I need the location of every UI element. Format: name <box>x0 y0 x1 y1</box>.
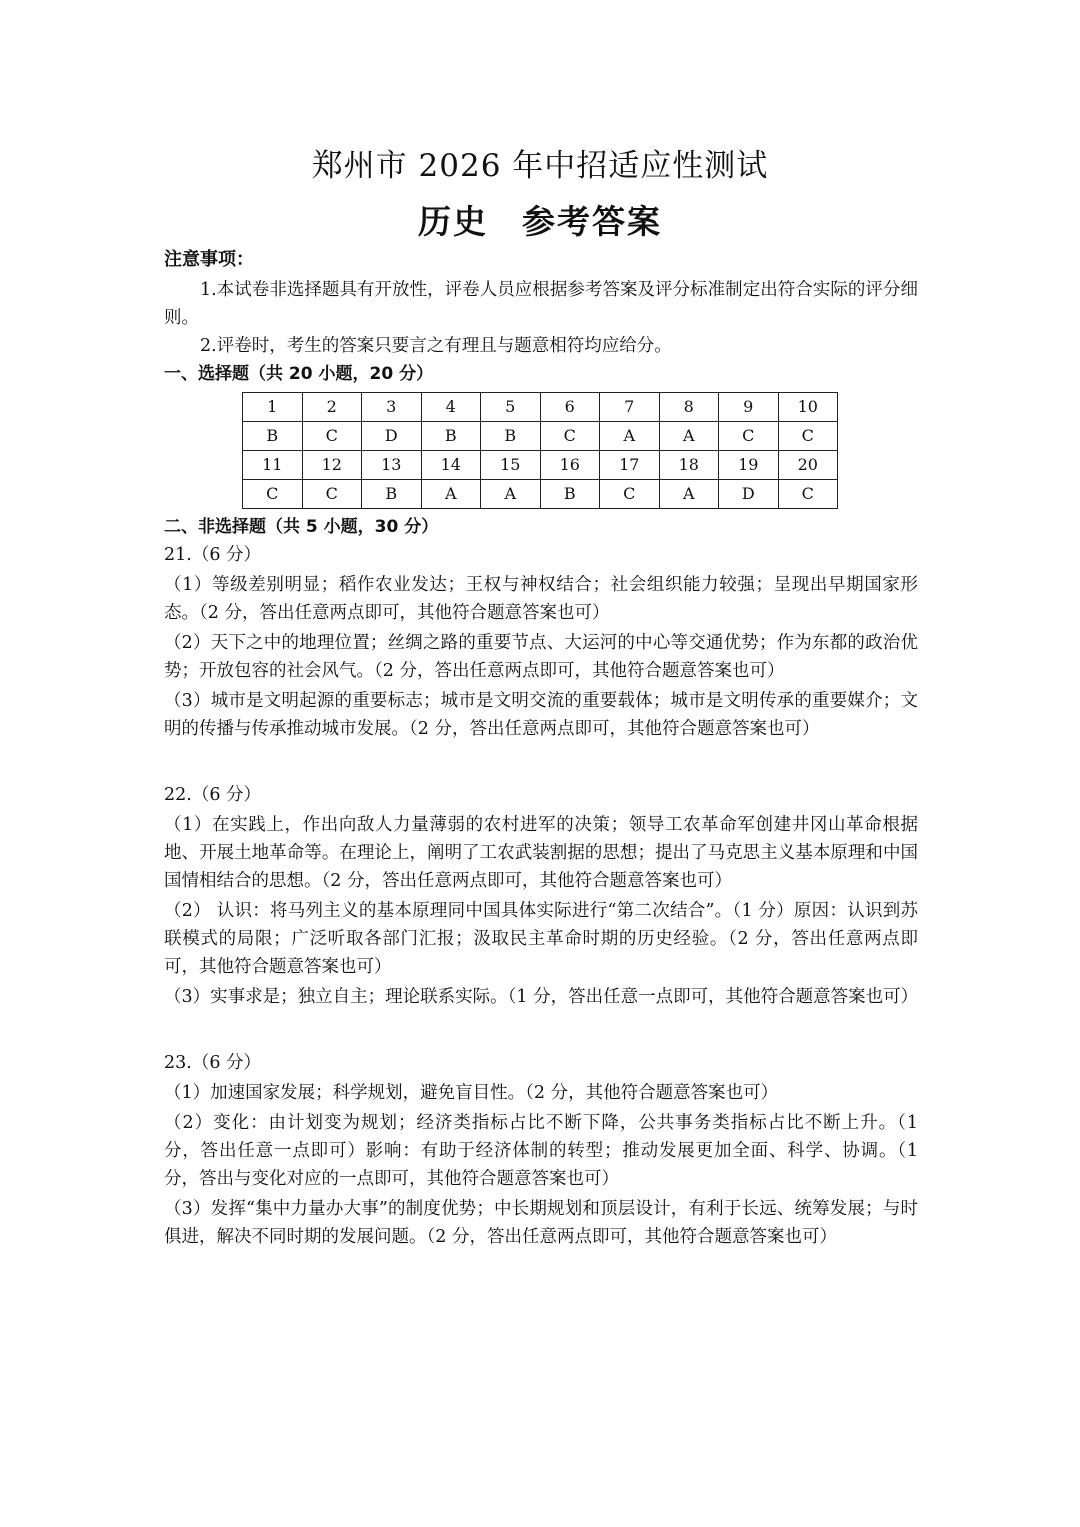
answer-key-label: 参考答案 <box>522 202 662 241</box>
table-cell: B <box>421 422 481 451</box>
table-cell: 8 <box>659 393 719 422</box>
question-23 <box>164 1049 918 1251</box>
question-heading: 23.（6 分） <box>164 1053 262 1073</box>
table-cell: 14 <box>421 451 481 480</box>
answer-part: （2） 认识：将马列主义的基本原理同中国具体实际进行“第二次结合”。（1 分）原因：认识到苏联模式的局限；广泛听取各部门汇报；汲取民主革命时期的历史经验。（2 分，答出任意两点即可，其他符合题意答案也可） <box>164 901 918 977</box>
answer-part: （1）加速国家发展；科学规划，避免盲目性。（2 分，其他符合题意答案也可） <box>164 1083 779 1103</box>
table-cell: A <box>659 480 719 509</box>
table-cell: 5 <box>481 393 541 422</box>
table-cell: B <box>243 422 303 451</box>
page-subtitle <box>0 196 1080 243</box>
subject-label: 历史 <box>418 202 488 241</box>
table-cell: C <box>540 422 600 451</box>
answer-part: （2）变化：由计划变为规划；经济类指标占比不断下降，公共事务类指标占比不断上升。（1 分，答出任意一点即可）影响：有助于经济体制的转型；推动发展更加全面、科学、协调。（1 分，答出与变化对应的一点即可，其他符合题意答案也可） <box>164 1113 918 1189</box>
choice-answer-table <box>242 392 838 509</box>
table-cell: 9 <box>719 393 779 422</box>
table-cell: 19 <box>719 451 779 480</box>
table-cell: A <box>659 422 719 451</box>
question-heading: 22.（6 分） <box>164 785 262 805</box>
table-cell: B <box>481 422 541 451</box>
section-heading-choice: 一、选择题（共 20 小题，20 分） <box>164 364 434 384</box>
answer-part: （1）等级差别明显；稻作农业发达；王权与神权结合；社会组织能力较强；呈现出早期国家形态。（2 分，答出任意两点即可，其他符合题意答案也可） <box>164 575 918 623</box>
question-21 <box>164 541 918 743</box>
table-cell: C <box>600 480 660 509</box>
table-cell: 7 <box>600 393 660 422</box>
table-cell: 15 <box>481 451 541 480</box>
table-cell: C <box>302 422 362 451</box>
table-cell: D <box>719 480 779 509</box>
answer-part: （1）在实践上，作出向敌人力量薄弱的农村进军的决策；领导工农革命军创建井冈山革命根据地、开展土地革命等。在理论上，阐明了工农武装割据的思想；提出了马克思主义基本原理和中国国情相结合的思想。（2 分，答出任意两点即可，其他符合题意答案也可） <box>164 815 918 891</box>
table-cell: A <box>600 422 660 451</box>
table-cell: D <box>362 422 422 451</box>
table-cell: 17 <box>600 451 660 480</box>
question-22 <box>164 781 918 1011</box>
answer-part: （3）实事求是；独立自主；理论联系实际。（1 分，答出任意一点即可，其他符合题意答案也可） <box>164 987 919 1007</box>
table-cell: A <box>481 480 541 509</box>
answer-part: （3）城市是文明起源的重要标志；城市是文明交流的重要载体；城市是文明传承的重要媒介；文明的传播与传承推动城市发展。（2 分，答出任意两点即可，其他符合题意答案也可） <box>164 691 918 739</box>
table-cell: A <box>421 480 481 509</box>
table-cell: 10 <box>778 393 838 422</box>
question-heading: 21.（6 分） <box>164 545 262 565</box>
table-row <box>243 451 838 480</box>
table-row <box>243 393 838 422</box>
table-cell: B <box>362 480 422 509</box>
notice-item: 2.评卷时，考生的答案只要言之有理且与题意相符均应给分。 <box>200 336 672 356</box>
content-body <box>164 246 918 1255</box>
table-cell: C <box>778 480 838 509</box>
table-cell: C <box>243 480 303 509</box>
table-cell: C <box>719 422 779 451</box>
page-title: 郑州市 2026 年中招适应性测试 <box>311 148 769 184</box>
answer-part: （3）发挥“集中力量办大事”的制度优势；中长期规划和顶层设计，有利于长远、统筹发展；与时俱进，解决不同时期的发展问题。（2 分，答出任意两点即可，其他符合题意答案也可） <box>164 1199 918 1247</box>
table-row <box>243 480 838 509</box>
table-cell: 4 <box>421 393 481 422</box>
table-cell: C <box>778 422 838 451</box>
table-cell: 1 <box>243 393 303 422</box>
table-cell: B <box>540 480 600 509</box>
table-cell: 11 <box>243 451 303 480</box>
table-cell: 3 <box>362 393 422 422</box>
table-cell: 12 <box>302 451 362 480</box>
table-cell: 16 <box>540 451 600 480</box>
answer-part: （2）天下之中的地理位置；丝绸之路的重要节点、大运河的中心等交通优势；作为东都的政治优势；开放包容的社会风气。（2 分，答出任意两点即可，其他符合题意答案也可） <box>164 633 918 681</box>
table-cell: 6 <box>540 393 600 422</box>
table-cell: 13 <box>362 451 422 480</box>
notice-item: 1.本试卷非选择题具有开放性，评卷人员应根据参考答案及评分标准制定出符合实际的评分细则。 <box>164 280 918 328</box>
table-cell: 2 <box>302 393 362 422</box>
table-row <box>243 422 838 451</box>
table-cell: 20 <box>778 451 838 480</box>
notice-heading: 注意事项： <box>164 249 254 270</box>
table-cell: C <box>302 480 362 509</box>
section-heading-open: 二、非选择题（共 5 小题，30 分） <box>164 517 439 537</box>
table-cell: 18 <box>659 451 719 480</box>
